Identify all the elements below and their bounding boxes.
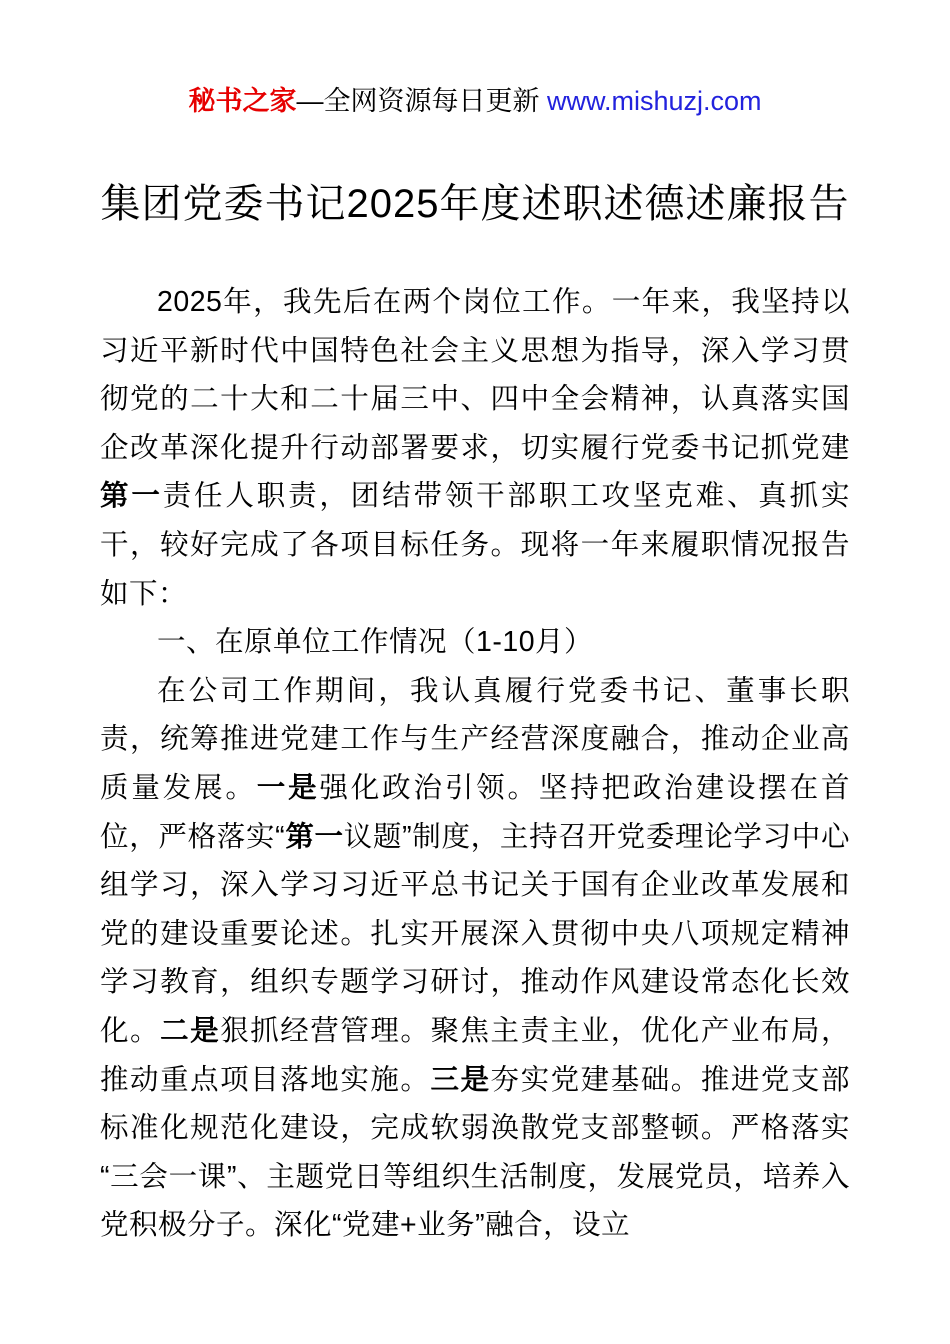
- intro-bold-segment: 第一: [100, 480, 163, 513]
- intro-text-segment: 责任人职责，团结带领干部职工攻坚克难、真抓实干，较好完成了各项目标任务。现将一年来履职情况报告如下：: [100, 480, 850, 610]
- intro-paragraph: [100, 278, 850, 618]
- section1-text-segment: 狠抓经营管理。聚焦主责主业，优化产业布局，推动重点项目落地实施。: [100, 1014, 850, 1096]
- brand-name: 秘书之家: [188, 86, 297, 116]
- section1-bold-segment: 一是: [256, 771, 320, 804]
- section1-heading: [100, 618, 850, 667]
- section1-text-segment: 议题”制度，主持召开党委理论学习中心组学习，深入学习习近平总书记关于国有企业改革发展和党的建设重要论述。扎实开展深入贯彻中央八项规定精神学习教育，组织专题学习研讨，推动作风建设常态化长效化。: [100, 820, 850, 1047]
- document-body: [100, 278, 850, 1250]
- site-header: [0, 84, 950, 118]
- section1-paragraph: [100, 667, 850, 1250]
- section1-text-segment: 在公司工作期间，我认真履行党委书记、董事长职责，统筹推进党建工作与生产经营深度融合，推动企业高质量发展。: [100, 674, 850, 804]
- section1-bold-segment: 第一: [285, 820, 344, 853]
- page-title: 集团党委书记2025年度述职述德述廉报告: [100, 182, 850, 226]
- section1-text-segment: 夯实党建基础。推进党支部标准化规范化建设，完成软弱涣散党支部整顿。严格落实“三会一课”、主题党日等组织生活制度，发展党员，培养入党积极分子。深化“党建+业务”融合，设立: [100, 1063, 850, 1242]
- section1-bold-segment: 三是: [430, 1063, 491, 1096]
- header-tagline: —全网资源每日更新: [296, 86, 547, 116]
- section1-heading-text: 一、在原单位工作情况（1-10月）: [157, 626, 594, 659]
- section1-bold-segment: 二是: [160, 1014, 221, 1047]
- section1-text-segment: 强化政治引领。坚持把政治建设摆在首位，严格落实“: [100, 771, 850, 853]
- intro-text-segment: 2025年，我先后在两个岗位工作。一年来，我坚持以习近平新时代中国特色社会主义思想为指导，深入学习贯彻党的二十大和二十届三中、四中全会精神，认真落实国企改革深化提升行动部署要求，切实履行党委书记抓党建: [100, 286, 850, 464]
- site-url-link[interactable]: www.mishuzj.com: [546, 86, 762, 116]
